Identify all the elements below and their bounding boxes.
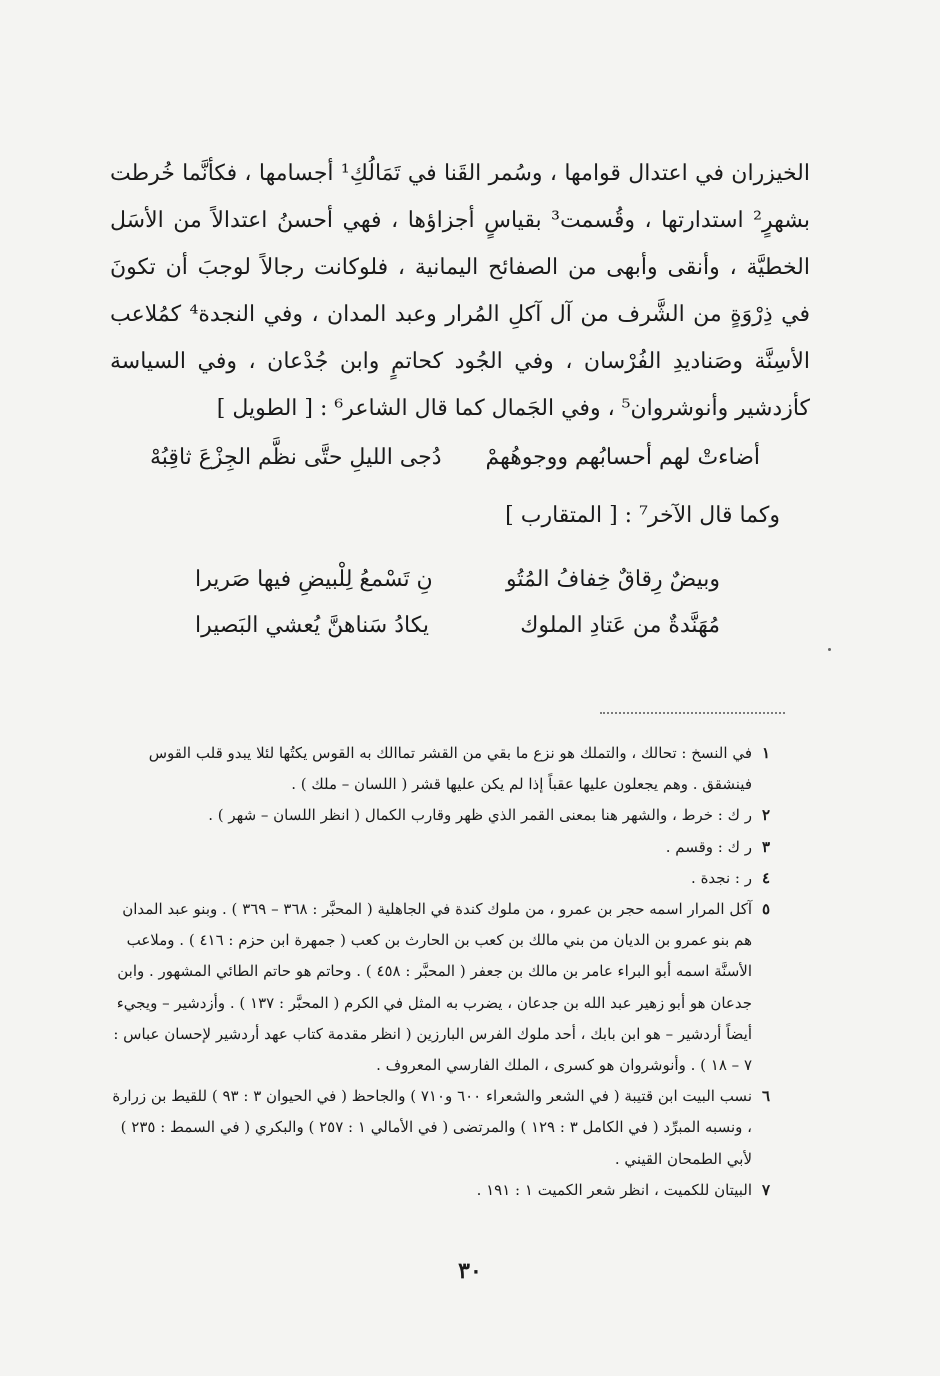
footnote-text: في النسخ : تحالك ، والتملك هو نزع ما بقي من القشر تماالك به القوس يكتُها لئلا يبدو قلب القوس فينشقق . وهم يجعلون عليها عقباً إذا لم يكن عليها قشر ( اللسان – ملك ) . (148, 744, 752, 794)
verse-2-line-2 (190, 603, 720, 649)
footnote-separator (600, 712, 785, 714)
main-paragraph (110, 150, 810, 432)
footnote (110, 1175, 770, 1206)
footnote (110, 738, 770, 800)
footnote (110, 832, 770, 863)
verse-2-intro: وكما قال الآخر⁷ : [ المتقارب ] (505, 503, 780, 528)
page-number: ٣٠ (458, 1258, 482, 1284)
verse-1-first-hemistich: أضاءتْ لهم أحسابُهم ووجوهُهمْ (485, 445, 760, 470)
footnote-number: ١ (761, 744, 770, 762)
footnote-text: البيتان للكميت ، انظر شعر الكميت ١ : ١٩١ . (476, 1180, 752, 1199)
footnote-text: نسب البيت ابن قتيبة ( في الشعر والشعراء ٦٠٠ و٧١٠ ) والجاحظ ( في الحيوان ٣ : ٩٣ ) للقيط بن زرارة ، ونسبه المبرِّد ( في الكامل ٣ : ١٢٩ ) والمرتضى ( في الأمالي ١ : ٢٥٧ ) والبكري ( في السمط : ٢٣٥ ) لأبي الطمحان القيني . (112, 1087, 752, 1168)
paragraph-text: الخيزران في اعتدال قوامها ، وسُمر القَنا في تَمَالُكِ¹ أجسامها ، فكأنَّما خُرطت بشهرٍ² استدارتها ، وقُسمت³ بقياسٍ أجزاؤها ، فهي أحسنُ اعتدالاً من الأسَل الخطيَّة ، وأنقى وأبهى من الصفائح اليمانية ، فلوكانت رجالاً لوجبَ أن تكونَ في ذِرْوَةٍ من الشَّرف من آل آكلِ المُرار وعبد المدان ، وفي النجدة⁴ كمُلاعب الأسِنَّة وصَناديدِ الفُرْسان ، وفي الجُود كحاتمٍ وابن جُدْعان ، وفي السياسة كأزدشير وأنوشروان⁵ ، وفي الجَمال كما قال الشاعر⁶ : [ الطويل ] (110, 161, 811, 421)
verse-2-line-1-second-hemistich: نِ تَسْمعُ لِلْبيضِ فيها صَريرا (195, 567, 433, 592)
footnote (110, 863, 770, 894)
verse-2-line-1 (190, 557, 720, 603)
footnote-number: ٤ (761, 868, 770, 887)
footnote-text: آكل المرار اسمه حجر بن عمرو ، من ملوك كندة في الجاهلية ( المحبَّر : ٣٦٨ – ٣٦٩ ) . وبنو عبد المدان هم بنو عمرو بن الديان من بني مالك بن كعب بن الحارث بن كعب ( جمهرة ابن حزم : ٤١٦ ) . وملاعب الأسنَّة اسمه أبو البراء عامر بن مالك بن جعفر ( المحبَّر : ٤٥٨ ) . وحاتم هو حاتم الطائي المشهور . وابن جدعان هو أبو زهير عبد الله بن جدعان ، يضرب به المثل في الكرم ( المحبَّر : ١٣٧ ) . وأزدشير – ويجيء أيضاً أردشير – هو ابن بابك ، أحد ملوك الفرس البارزين ( انظر مقدمة كتاب عهد أردشير لإحسان عباس : ٧ – ١٨ ) . وأنوشروان هو كسرى ، الملك الفارسي المعروف . (113, 900, 752, 1075)
footnote-number: ٥ (761, 900, 770, 919)
margin-dot (828, 648, 831, 651)
verse-1 (140, 435, 760, 481)
footnote-text: ر : نجدة . (691, 868, 752, 887)
verse-2-line-2-first-hemistich: مُهَنَّدةٌ من عَتادِ الملوك (520, 613, 720, 638)
footnote-number: ٣ (761, 837, 770, 856)
verse-1-second-hemistich: دُجى الليلِ حتَّى نظَّم الجِزْعَ ثاقِبُهْ (150, 445, 442, 470)
verse-2-line-1-first-hemistich: وبيضٌ رِقاقٌ خِفافُ المُتُو (505, 567, 720, 592)
verse-2-line-2-second-hemistich: يكادُ سَناهنَّ يُعشي البَصيرا (195, 613, 429, 638)
footnote (110, 1081, 770, 1175)
footnote-text: ر ك : خرط ، والشهر هنا بمعنى القمر الذي ظهر وقارب الكمال ( انظر اللسان – شهر ) . (208, 806, 752, 825)
footnote (110, 800, 770, 831)
footnote (110, 894, 770, 1081)
footnote-number: ٢ (761, 806, 770, 825)
footnotes (110, 738, 770, 1206)
footnote-text: ر ك : وقسم . (665, 837, 752, 856)
footnote-number: ٧ (761, 1180, 770, 1199)
footnote-number: ٦ (761, 1087, 770, 1106)
